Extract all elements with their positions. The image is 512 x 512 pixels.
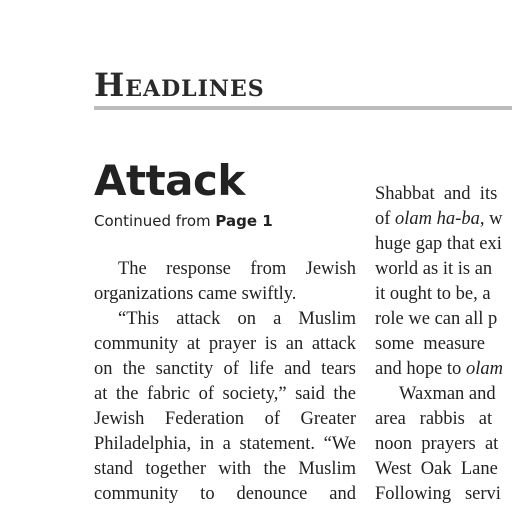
jump-line [94, 212, 273, 230]
left-column-line [94, 407, 356, 432]
body-text: Shabbat and its [375, 184, 498, 204]
right-column-line [375, 182, 512, 207]
body-text: on the sanctity of life and tears [94, 359, 356, 379]
body-text: community at prayer is an attack [94, 334, 356, 354]
right-column-line [375, 432, 512, 457]
body-text: world as it is an [375, 259, 493, 279]
left-column-line [94, 382, 356, 407]
body-text: “This attack on a Muslim [118, 309, 356, 329]
right-column-line [375, 482, 512, 507]
right-column-line [375, 457, 512, 482]
section-header: Headlines [94, 66, 265, 104]
body-text: huge gap that exi [375, 234, 502, 254]
right-column-line [375, 257, 512, 282]
article-headline: Attack [94, 156, 245, 205]
header-rule [94, 106, 512, 110]
jump-prefix: Continued from [94, 212, 216, 230]
body-text: at the fabric of society,” said the [94, 384, 356, 404]
right-column-line [375, 307, 512, 332]
left-column-line [94, 307, 356, 332]
left-column-line [94, 457, 356, 482]
body-text: role we can all p [375, 309, 498, 329]
body-text: it ought to be, a [375, 284, 491, 304]
italic-text: olam [465, 359, 503, 379]
body-text: and hope to [375, 359, 466, 379]
body-text: community to denounce and [94, 484, 356, 504]
body-text: of [375, 209, 396, 229]
right-column-line [375, 332, 512, 357]
left-column-line [94, 282, 356, 307]
body-text: The response from Jewish [118, 259, 356, 279]
body-text: some measure [375, 334, 485, 354]
left-column-line [94, 332, 356, 357]
body-text: area rabbis at [375, 409, 493, 429]
article-column-right [375, 182, 512, 507]
right-column-line [375, 407, 512, 432]
body-text: Jewish Federation of Greater [94, 409, 356, 429]
right-column-line [375, 282, 512, 307]
left-column-line [94, 257, 356, 282]
left-column-line [94, 432, 356, 457]
right-column-line [375, 382, 512, 407]
left-column-line [94, 482, 356, 507]
body-text: Philadelphia, in a statement. “We [94, 434, 356, 454]
right-column-line [375, 232, 512, 257]
right-column-line [375, 357, 512, 382]
left-column-line [94, 357, 356, 382]
jump-page-ref: Page 1 [215, 212, 273, 230]
body-text: stand together with the Muslim [94, 459, 356, 479]
body-text: noon prayers at [375, 434, 499, 454]
body-text: Waxman and [399, 384, 496, 404]
right-column-line [375, 207, 512, 232]
body-text: organizations came swiftly. [94, 284, 297, 304]
article-column-left [94, 257, 356, 507]
body-text: West Oak Lane [375, 459, 498, 479]
body-text: , w [479, 209, 503, 229]
italic-text: olam ha-ba [395, 209, 480, 229]
body-text: Following servi [375, 484, 501, 504]
